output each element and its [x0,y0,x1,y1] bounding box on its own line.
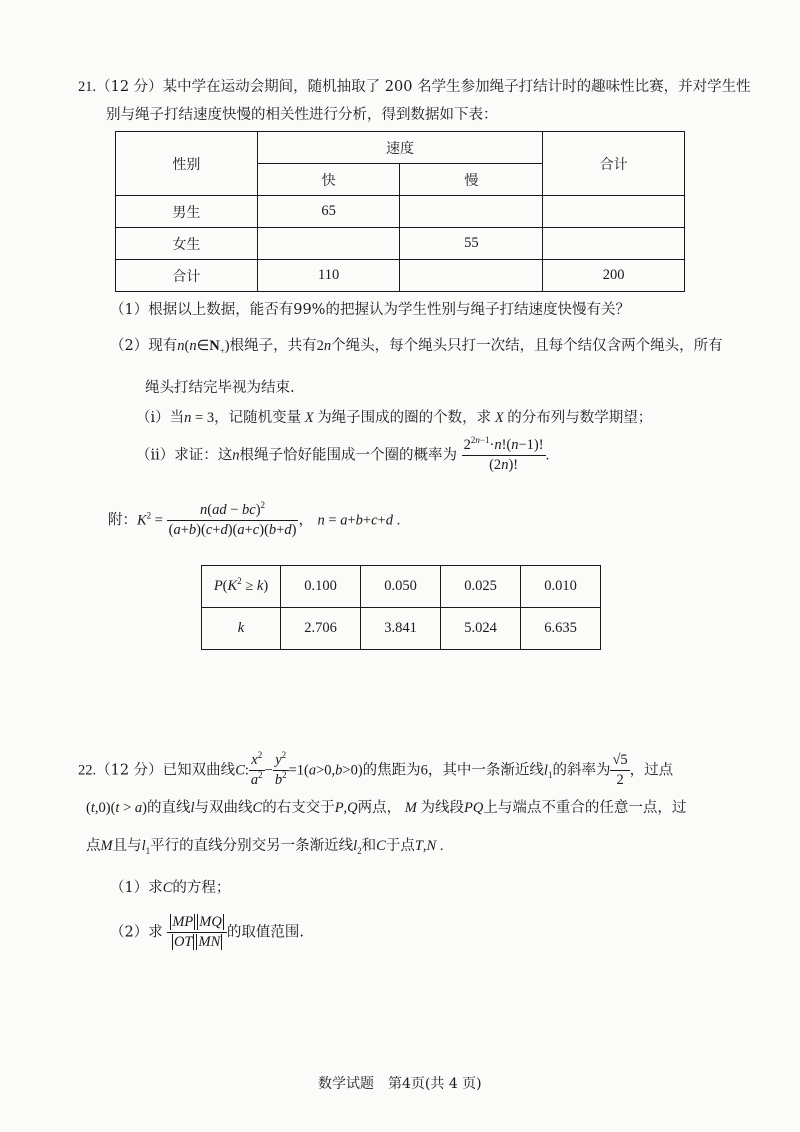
k-value: 5.024 [441,608,521,650]
table-row [202,566,601,608]
k-header: k [202,608,281,650]
row-label: 男生 [116,196,258,228]
header-speed: 速度 [257,132,542,164]
q21-part2-ii: （ii）求证：这n根绳子恰好能围成一个圈的概率为 $\frac{2^{2n-1}\cdot n!(n-1)!}{(2n)!}$ . [136,435,550,473]
cell-fast [257,228,400,260]
p-value: 0.010 [521,566,601,608]
header-gender: 性别 [116,132,258,196]
q22-part1: （1）求C的方程； [110,880,231,896]
table-row [116,196,685,228]
page-footer: 数学试题 第4页(共 4 页) [318,1076,482,1092]
q21-part2: （2）现有$n(n\in N_+)$根绳子，共有2n个绳头，每个绳头只打一次结，且每个结仅含两个绳头，所有 [110,338,723,356]
table-row [202,608,601,650]
table-row [116,260,685,292]
k-squared-fraction: $\frac{n(ad - bc)^2}{(a+b)(c+d)(a+c)(b+d)}$ [168,500,297,538]
cell-fast: 110 [257,260,400,292]
p-value: 0.050 [361,566,441,608]
cell-slow [400,260,543,292]
p-value: 0.100 [281,566,361,608]
row-label: 合计 [116,260,258,292]
q21-part2-i: （i）当n = 3，记随机变量 X 为绳子围成的圈的个数，求 X 的分布列与数学期望； [136,410,653,426]
cell-total: 200 [543,260,685,292]
q22-number: 22. [78,762,97,779]
k-value: 6.635 [521,608,601,650]
q21-part1: （1）根据以上数据，能否有99%的把握认为学生性别与绳子打结速度快慢有关？ [110,302,630,318]
critical-value-table [201,565,601,650]
k-value: 2.706 [281,608,361,650]
p-value: 0.025 [441,566,521,608]
ratio-fraction: $\frac{\text{MP MQ}}{\text{OT MN}}$ [167,913,227,952]
q21-stem-1: （12 分）某中学在运动会期间，随机抽取了 200 名学生参加绳子打结计时的趣味性比赛，并对学生性 [96,79,751,95]
q22-line3: 点M且与$l_1$平行的直线分别交另一条渐近线$l_2$和C于点T,N . [86,838,444,856]
cell-fast: 65 [257,196,400,228]
header-slow: 慢 [400,164,543,196]
cell-total [543,228,685,260]
cell-slow [400,196,543,228]
q22-line1: 22.（12 分）已知双曲线C: $\frac{x^2}{a^2}$ − $\frac{y^2}{b^2}$ =1(a>0,b>0)的焦距为6，其中一条渐近线$l_1$的斜率为 $\frac{√5}{2}$ ，过点 [78,750,674,788]
k-value: 3.841 [361,608,441,650]
cell-slow: 55 [400,228,543,260]
contingency-table [115,131,685,292]
row-label: 女生 [116,228,258,260]
q22-line2: (t,0)(t > a)的直线l与双曲线C的右支交于P,Q两点， M 为线段PQ上与端点不重合的任意一点，过 [86,800,687,816]
cell-total [543,196,685,228]
q22-part2: （2）求 $\frac{\text{MP MQ}}{\text{OT MN}}$ 的取值范围. [110,914,304,950]
q21-number: 21. [78,79,97,95]
table-row [116,228,685,260]
header-total: 合计 [543,132,685,196]
p-header: $P(K^2 \ge k)$ [202,566,281,608]
q21-line2: 别与绳子打结速度快慢的相关性进行分析，得到数据如下表： [106,107,498,123]
probability-fraction: $\frac{2^{2n-1}\cdot n!(n-1)!}{(2n)!}$ [463,435,544,473]
header-fast: 快 [257,164,400,196]
attachment-formula: 附：$K^2$ = $\frac{n(ad - bc)^2}{(a+b)(c+d)(a+c)(b+d)}$ ， n = a+b+c+d . [108,500,401,538]
q21-line1 [78,75,751,96]
q21-part2-line2: 绳头打结完毕视为结束. [145,380,295,396]
